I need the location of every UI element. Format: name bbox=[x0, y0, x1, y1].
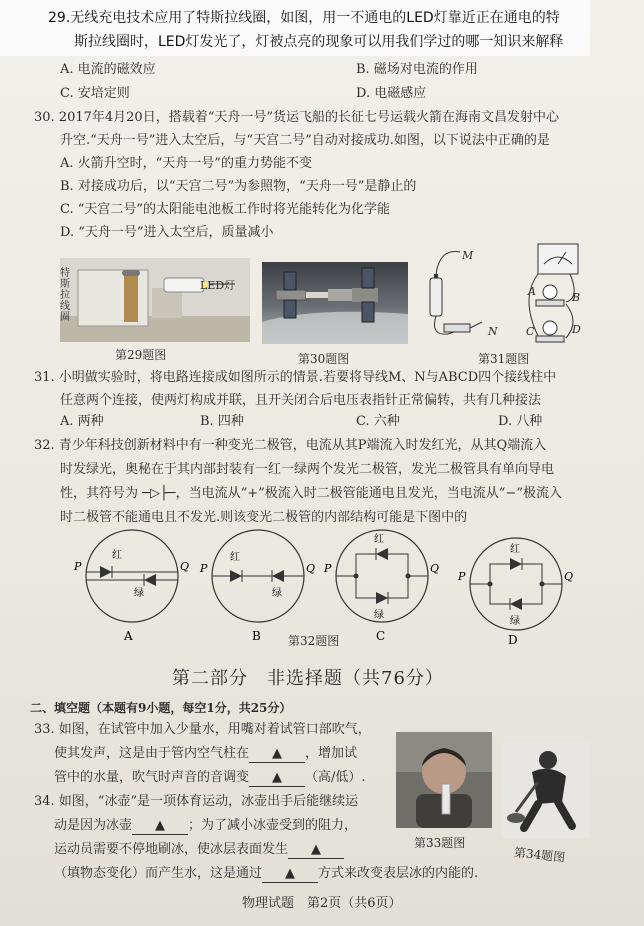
q32-d-green: 绿 bbox=[510, 616, 520, 627]
q30-line2: 升空.“天舟一号”进入太空后，与“天宫二号”自动对接成功.如图，以下说法中正确的是 bbox=[60, 133, 550, 148]
q32-option-a-diagram bbox=[73, 530, 189, 643]
fig29-led-label: LED灯 bbox=[200, 279, 236, 292]
fig31-label-d: D bbox=[572, 323, 581, 336]
q32-line1: 32. 青少年科技创新材料中有一种变光二极管，电流从其P端流入时发红光，从其Q端流入 bbox=[34, 438, 547, 453]
q32-a-p: P bbox=[74, 560, 82, 573]
q34-line4: （填物态变化）而产生水，这是通过 ▲ 方式来改变表层冰的内能的. bbox=[54, 866, 479, 881]
fig29-caption: 第29题图 bbox=[115, 348, 167, 362]
q31-option-c: C. 六种 bbox=[356, 414, 400, 429]
q32-c-green: 绿 bbox=[374, 610, 384, 621]
q32-b-red: 红 bbox=[230, 552, 240, 563]
q29-option-c: C. 安培定则 bbox=[60, 86, 130, 101]
q29-line2: 斯拉线圈时，LED灯发光了，灯被点亮的现象可以用我们学过的哪一知识来解释 bbox=[74, 34, 564, 50]
q30-option-d: D. “天舟一号”进入太空后，质量减小 bbox=[60, 225, 274, 240]
q34-line2: 动是因为冰壶 ▲ ；为了减小冰壶受到的阻力， bbox=[54, 818, 358, 833]
q32-a-green: 绿 bbox=[134, 588, 144, 599]
q32-d-q: Q bbox=[564, 570, 574, 583]
q32-c-q: Q bbox=[430, 562, 440, 575]
fig30-caption: 第30题图 bbox=[298, 352, 350, 366]
q33-line1: 33. 如图，在试管中加入少量水，用嘴对着试管口部吹气， bbox=[34, 722, 371, 737]
q31-option-d: D. 八种 bbox=[498, 414, 543, 429]
q33-blank-1[interactable]: ▲ bbox=[249, 746, 305, 763]
q32-a-red: 红 bbox=[112, 550, 122, 561]
fig31-circuit bbox=[420, 238, 590, 348]
part2-title: 第二部分 非选择题（共76分） bbox=[172, 668, 444, 689]
fig31-label-b: B bbox=[572, 291, 581, 304]
fig31-label-c: C bbox=[526, 325, 535, 338]
fig30-photo bbox=[262, 262, 408, 344]
q32-d-red: 红 bbox=[510, 544, 520, 555]
q33-blank-2[interactable]: ▲ bbox=[249, 770, 305, 787]
fig34-caption: 第34题图 bbox=[513, 845, 566, 865]
q30-option-c: C. “天宫二号”的太阳能电池板工作时将光能转化为化学能 bbox=[60, 202, 391, 217]
q34-blank-3[interactable]: ▲ bbox=[262, 866, 318, 883]
q32-label-a: A bbox=[124, 629, 133, 643]
q32-b-green: 绿 bbox=[272, 588, 282, 599]
q31-option-a: A. 两种 bbox=[60, 414, 104, 429]
q34-blank-1[interactable]: ▲ bbox=[132, 818, 188, 835]
q32-caption: 第32题图 bbox=[288, 634, 340, 648]
fig31-label-n: N bbox=[488, 325, 498, 338]
fig29-coil-label: 特斯拉线圈 bbox=[60, 268, 70, 323]
q29-option-b: B. 磁场对电流的作用 bbox=[356, 62, 478, 77]
q32-diagrams bbox=[72, 528, 600, 646]
fig33-photo bbox=[396, 732, 492, 828]
q34-blank-2[interactable]: ▲ bbox=[288, 842, 344, 859]
q32-line4: 时二极管不能通电且不发光.则该变光二极管的内部结构可能是下图中的 bbox=[60, 510, 468, 525]
fig31-caption: 第31题图 bbox=[478, 352, 530, 366]
q32-option-b-diagram bbox=[199, 530, 315, 643]
q31-option-b: B. 四种 bbox=[200, 414, 244, 429]
q32-a-q: Q bbox=[180, 560, 190, 573]
fig31-label-a: A bbox=[528, 285, 536, 298]
page-footer: 物理试题 第2页（共6页） bbox=[242, 896, 402, 911]
q34-line3: 运动员需要不停地刷冰，使冰层表面发生 ▲ bbox=[54, 842, 344, 859]
q32-label-c: C bbox=[376, 629, 386, 643]
q32-c-p: P bbox=[324, 562, 332, 575]
q32-b-q: Q bbox=[306, 562, 316, 575]
q33-line3: 管中的水量，吹气时声音的音调变 ▲ （高/低）. bbox=[54, 770, 366, 785]
q32-label-b: B bbox=[252, 629, 261, 643]
q32-c-red: 红 bbox=[374, 534, 384, 545]
q32-d-p: P bbox=[458, 570, 466, 583]
q30-line1: 30. 2017年4月20日，搭载着“天舟一号”货运飞船的长征七号运载火箭在海南文昌发射中心 bbox=[34, 110, 559, 125]
q34-line1: 34. 如图，“冰壶”是一项体育运动，冰壶出手后能继续运 bbox=[34, 794, 359, 809]
section2-heading: 二、填空题（本题有9小题，每空1分，共25分） bbox=[30, 701, 292, 715]
q29-option-a: A. 电流的磁效应 bbox=[60, 62, 156, 77]
q32-option-d-diagram bbox=[457, 538, 573, 646]
q32-line2: 时发绿光，奥秘在于其内部封装有一红一绿两个发光二极管，发光二极管具有单向导电 bbox=[60, 462, 555, 477]
fig29-photo bbox=[60, 258, 250, 342]
q30-option-b: B. 对接成功后，以“天宫二号”为参照物，“天舟一号”是静止的 bbox=[60, 179, 417, 194]
q32-b-p: P bbox=[200, 562, 208, 575]
fig33-caption: 第33题图 bbox=[414, 836, 466, 850]
q29-option-d: D. 电磁感应 bbox=[356, 86, 427, 101]
q33-line2: 使其发声，这是由于管内空气柱在 ▲ ，增加试 bbox=[54, 746, 358, 761]
q31-line1: 31. 小明做实验时，将电路连接成如图所示的情景.若要将导线M、N与ABCD四个接线柱中 bbox=[34, 370, 557, 385]
q32-label-d: D bbox=[508, 633, 518, 646]
q31-line2: 任意两个连接，使两灯构成并联，且开关闭合后电压表指针正常偏转，共有几种接法 bbox=[60, 393, 542, 408]
q30-option-a: A. 火箭升空时，“天舟一号”的重力势能不变 bbox=[60, 156, 312, 171]
q29-line1: 29.无线充电技术应用了特斯拉线圈，如图，用一不通电的LED灯靠近正在通电的特 bbox=[48, 10, 560, 26]
q32-option-c-diagram bbox=[323, 530, 439, 643]
fig34-photo bbox=[502, 742, 590, 838]
q32-line3: 性，其符号为 ─▷├─，当电流从“+”极流入时二极管能通电且发光，当电流从“−”极流入 bbox=[60, 486, 562, 501]
fig31-label-m: M bbox=[462, 249, 474, 262]
